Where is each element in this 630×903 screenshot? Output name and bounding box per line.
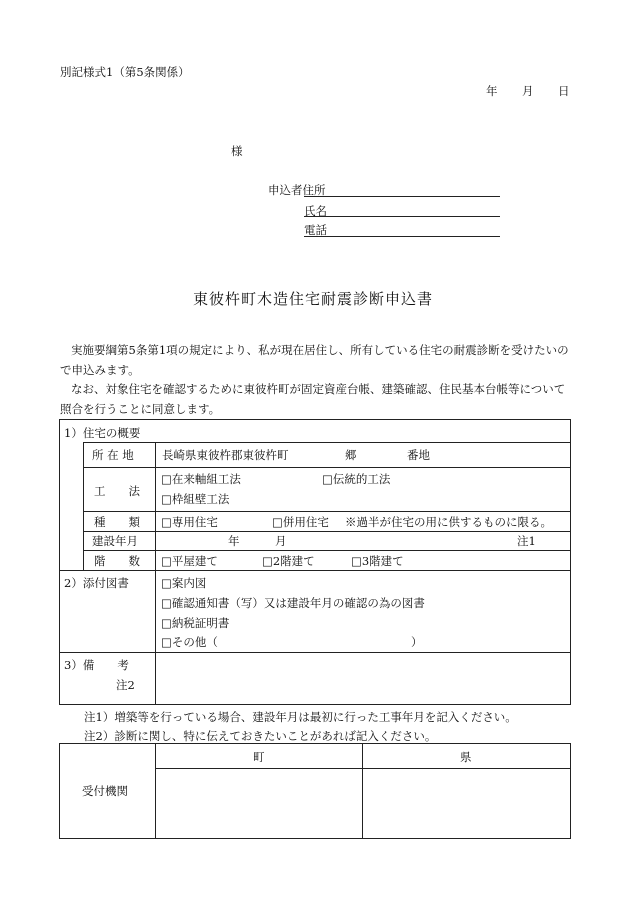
addressee-suffix: 様 <box>231 144 243 158</box>
applicant-phone-label: 電話 <box>304 223 327 237</box>
built-month: 月 <box>275 534 287 548</box>
date-month-label: 月 <box>522 84 534 98</box>
attachment-confirmation[interactable]: □確認通知書（写）又は建設年月の確認の為の図書 <box>161 596 425 610</box>
floors-option-2[interactable]: □2階建て <box>262 554 315 568</box>
section1-heading: 1）住宅の概要 <box>64 426 141 440</box>
reception-town-field[interactable] <box>156 769 361 838</box>
note-2: 注2）診断に関し、特に伝えておきたいことがあれば記入ください。 <box>84 729 437 743</box>
housing-overview-grid <box>83 442 571 570</box>
built-label: 建設年月 <box>92 534 138 548</box>
method-option-frame-wall[interactable]: □枠組壁工法 <box>161 492 230 506</box>
built-note-ref: 注1 <box>517 534 536 548</box>
form-number: 別記様式1（第5条関係） <box>60 65 190 79</box>
type-option-dedicated[interactable]: □専用住宅 <box>161 515 218 529</box>
section3-heading: 3）備 考 <box>64 658 129 672</box>
intro-paragraph-2: なお、対象住宅を確認するために東彼杵町が固定資産台帳、建築確認、住民基本台帳等について照合を行うことに同意します。 <box>60 382 566 416</box>
reception-label: 受付機関 <box>82 784 128 798</box>
remarks-field[interactable] <box>156 653 570 704</box>
section2-heading: 2）添付図書 <box>64 576 129 590</box>
applicant-name-label: 氏名 <box>304 204 327 218</box>
attachment-other-close: ） <box>411 635 423 649</box>
type-option-mixed[interactable]: □併用住宅 <box>272 515 329 529</box>
method-option-traditional[interactable]: □伝統的工法 <box>322 472 391 486</box>
location-value: 長崎県東彼杵郡東彼杵町 <box>162 448 289 462</box>
type-note: ※過半が住宅の用に供するものに限る。 <box>345 515 552 529</box>
note-1: 注1）増築等を行っている場合、建設年月は最初に行った工事年月を記入ください。 <box>84 710 517 724</box>
applicant-phone-line[interactable] <box>304 236 500 237</box>
applicant-address-label: 申込者住所 <box>268 183 326 197</box>
floors-label: 階 数 <box>94 554 140 568</box>
attachment-other[interactable]: □その他（ <box>161 635 218 649</box>
reception-pref-field[interactable] <box>363 769 570 838</box>
floors-option-1[interactable]: □平屋建て <box>161 554 218 568</box>
floors-option-3[interactable]: □3階建て <box>351 554 404 568</box>
location-banchi: 番地 <box>407 448 430 462</box>
applicant-name-line[interactable] <box>304 216 500 217</box>
reception-town-header: 町 <box>253 750 265 764</box>
location-label: 所 在 地 <box>92 448 134 462</box>
date-year-label: 年 <box>486 84 498 98</box>
method-option-conventional[interactable]: □在来軸組工法 <box>161 472 241 486</box>
type-label: 種 類 <box>94 515 140 529</box>
built-year: 年 <box>228 534 240 548</box>
remarks-note-ref: 注2 <box>116 678 135 692</box>
intro-paragraph-1: 実施要綱第5条第1項の規定により、私が現在居住し、所有している住宅の耐震診断を受けたいので申込みます。 <box>60 343 569 377</box>
date-day-label: 日 <box>558 84 570 98</box>
document-title: 東彼杵町木造住宅耐震診断申込書 <box>193 290 434 308</box>
reception-pref-header: 県 <box>460 750 472 764</box>
applicant-address-line[interactable] <box>304 196 500 197</box>
method-label: 工 法 <box>94 484 140 498</box>
attachment-map[interactable]: □案内図 <box>161 576 207 590</box>
attachment-tax-certificate[interactable]: □納税証明書 <box>161 616 230 630</box>
location-go: 郷 <box>345 448 357 462</box>
